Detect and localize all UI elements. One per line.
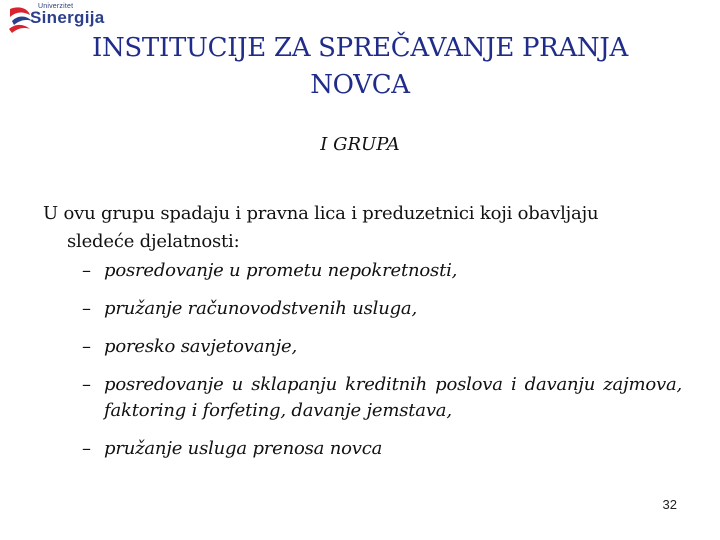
slide-title — [30, 30, 690, 104]
list-item — [82, 372, 682, 424]
intro-line-1: U ovu grupu spadaju i pravna lica i preduzetnici koji obavljaju — [43, 203, 599, 224]
list-item — [82, 258, 682, 284]
list-item-text: poresko savjetovanje, — [104, 336, 298, 357]
list-item — [82, 334, 682, 360]
logo-small-text: Univerzitet — [38, 3, 74, 10]
bullet-dash: – — [82, 336, 91, 357]
subtitle-text: I GRUPA — [320, 134, 400, 155]
list-item — [82, 436, 682, 462]
page-number: 32 — [662, 497, 677, 512]
activity-list — [82, 258, 682, 474]
logo-main-text: Sinergija — [30, 8, 105, 27]
bullet-dash: – — [82, 260, 91, 281]
intro-line-2: sledeće djelatnosti: — [67, 231, 240, 252]
list-item-text: posredovanje u prometu nepokretnosti, — [104, 260, 458, 281]
intro-paragraph — [43, 200, 693, 256]
list-item-text: pružanje računovodstvenih usluga, — [104, 298, 417, 319]
bullet-dash: – — [82, 298, 91, 319]
bullet-dash: – — [82, 374, 91, 395]
slide-title-line-1: INSTITUCIJE ZA SPREČAVANJE PRANJA — [92, 33, 628, 63]
list-item — [82, 296, 682, 322]
list-item-text: pružanje usluga prenosa novca — [104, 438, 383, 459]
slide-title-line-2: NOVCA — [310, 70, 410, 100]
list-item-text: posredovanje u sklapanju kreditnih poslova i davanju zajmova, faktoring i forfeting, davanje jemstava, — [104, 374, 682, 421]
bullet-dash: – — [82, 438, 91, 459]
slide-subtitle — [0, 134, 720, 155]
